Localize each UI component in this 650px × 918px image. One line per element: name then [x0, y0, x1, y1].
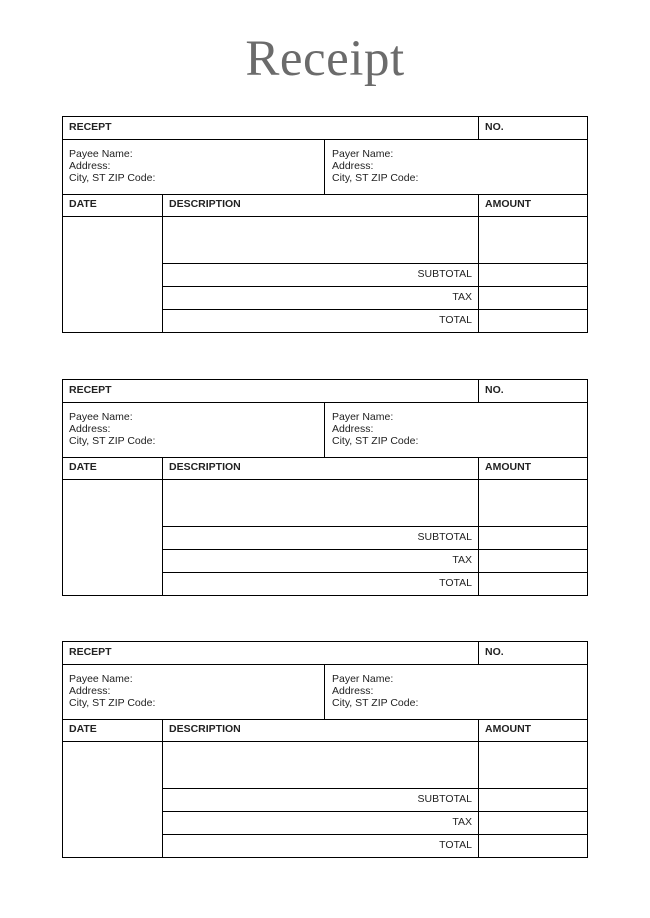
divider-tax — [162, 309, 588, 310]
divider-header — [62, 664, 588, 665]
payee-city-label: City, ST ZIP Code: — [69, 435, 156, 447]
receipt-label: RECEPT — [69, 646, 112, 658]
payer-city-label: City, ST ZIP Code: — [332, 172, 419, 184]
divider-columns — [62, 741, 588, 742]
divider-date — [162, 457, 163, 596]
tax-label: TAX — [452, 291, 472, 303]
divider-payee-payer — [324, 139, 325, 194]
divider-number — [478, 379, 479, 402]
payer-city-label: City, ST ZIP Code: — [332, 697, 419, 709]
payer-city-label: City, ST ZIP Code: — [332, 435, 419, 447]
divider-subtotal — [162, 286, 588, 287]
border-left — [62, 379, 63, 596]
border-top — [62, 641, 588, 642]
amount-header: AMOUNT — [485, 198, 532, 210]
payer-name-label: Payer Name: — [332, 411, 394, 423]
receipt-form-2 — [62, 379, 588, 596]
divider-amount — [478, 194, 479, 333]
description-header: DESCRIPTION — [169, 723, 241, 735]
payer-name-label: Payer Name: — [332, 673, 394, 685]
divider-parties — [62, 457, 588, 458]
border-bottom — [62, 595, 588, 596]
divider-number — [478, 641, 479, 664]
divider-columns — [62, 216, 588, 217]
border-bottom — [62, 332, 588, 333]
total-label: TOTAL — [439, 314, 472, 326]
payee-address-label: Address: — [69, 160, 111, 172]
divider-payee-payer — [324, 402, 325, 457]
number-label: NO. — [485, 121, 504, 133]
payer-address-label: Address: — [332, 160, 374, 172]
total-label: TOTAL — [439, 839, 472, 851]
number-label: NO. — [485, 646, 504, 658]
amount-header: AMOUNT — [485, 723, 532, 735]
divider-number — [478, 116, 479, 139]
payee-city-label: City, ST ZIP Code: — [69, 697, 156, 709]
border-right — [587, 641, 588, 858]
subtotal-label: SUBTOTAL — [417, 268, 472, 280]
page-title: Receipt — [245, 31, 405, 87]
border-top — [62, 379, 588, 380]
border-top — [62, 116, 588, 117]
divider-columns — [62, 479, 588, 480]
payee-name-label: Payee Name: — [69, 673, 133, 685]
payee-city-label: City, ST ZIP Code: — [69, 172, 156, 184]
divider-date — [162, 719, 163, 858]
subtotal-label: SUBTOTAL — [417, 793, 472, 805]
divider-parties — [62, 719, 588, 720]
divider-item — [162, 526, 588, 527]
receipt-form-1 — [62, 116, 588, 333]
border-left — [62, 641, 63, 858]
payee-name-label: Payee Name: — [69, 148, 133, 160]
receipt-label: RECEPT — [69, 384, 112, 396]
divider-tax — [162, 834, 588, 835]
divider-item — [162, 263, 588, 264]
payee-address-label: Address: — [69, 685, 111, 697]
divider-amount — [478, 719, 479, 858]
tax-label: TAX — [452, 554, 472, 566]
date-header: DATE — [69, 198, 97, 210]
divider-header — [62, 139, 588, 140]
date-header: DATE — [69, 723, 97, 735]
divider-payee-payer — [324, 664, 325, 719]
amount-header: AMOUNT — [485, 461, 532, 473]
divider-date — [162, 194, 163, 333]
border-right — [587, 116, 588, 333]
payer-name-label: Payer Name: — [332, 148, 394, 160]
border-bottom — [62, 857, 588, 858]
payee-name-label: Payee Name: — [69, 411, 133, 423]
divider-header — [62, 402, 588, 403]
divider-subtotal — [162, 549, 588, 550]
description-header: DESCRIPTION — [169, 198, 241, 210]
divider-amount — [478, 457, 479, 596]
date-header: DATE — [69, 461, 97, 473]
payer-address-label: Address: — [332, 685, 374, 697]
divider-subtotal — [162, 811, 588, 812]
description-header: DESCRIPTION — [169, 461, 241, 473]
number-label: NO. — [485, 384, 504, 396]
subtotal-label: SUBTOTAL — [417, 531, 472, 543]
total-label: TOTAL — [439, 577, 472, 589]
receipt-label: RECEPT — [69, 121, 112, 133]
payee-address-label: Address: — [69, 423, 111, 435]
border-left — [62, 116, 63, 333]
divider-tax — [162, 572, 588, 573]
payer-address-label: Address: — [332, 423, 374, 435]
receipt-form-3 — [62, 641, 588, 858]
tax-label: TAX — [452, 816, 472, 828]
border-right — [587, 379, 588, 596]
divider-parties — [62, 194, 588, 195]
divider-item — [162, 788, 588, 789]
